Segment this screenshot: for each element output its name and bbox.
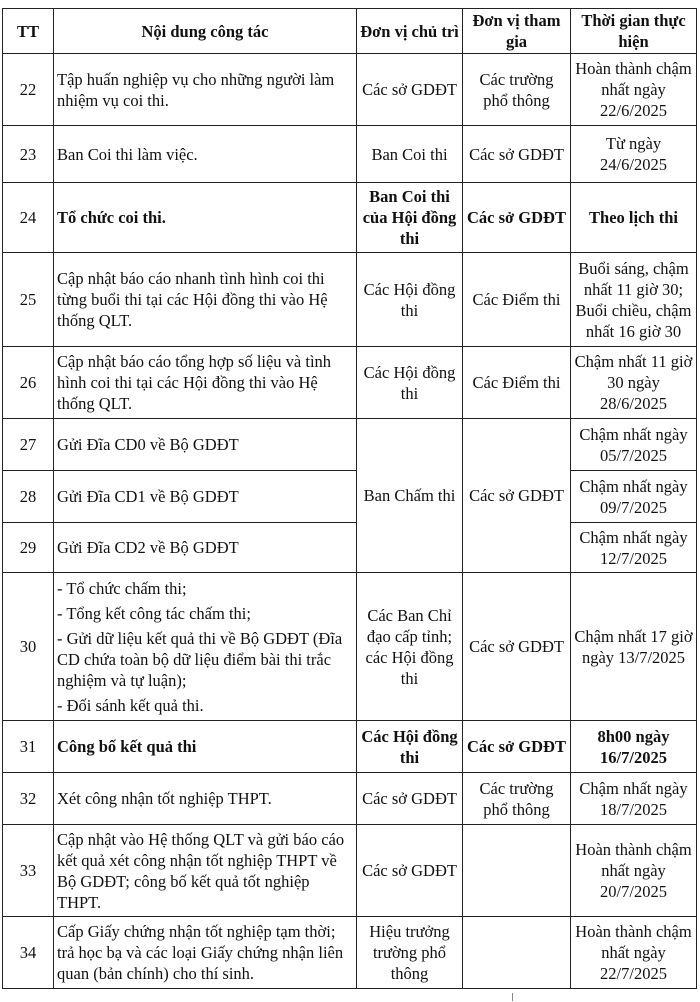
row-content: Gửi Đĩa CD2 về Bộ GDĐT	[54, 523, 357, 573]
table-row	[3, 253, 697, 347]
row-host: Ban Coi thi	[357, 126, 463, 183]
row-time: Hoàn thành chậm nhất ngày 20/7/2025	[571, 825, 697, 917]
row-tt: 23	[3, 126, 54, 183]
content-item: - Đối sánh kết quả thi.	[57, 695, 204, 715]
row-time: Hoàn thành chậm nhất ngày 22/7/2025	[571, 917, 697, 989]
row-time: Chậm nhất ngày 18/7/2025	[571, 773, 697, 825]
row-content: Tổ chức coi thi.	[54, 183, 357, 253]
table-row	[3, 471, 697, 523]
row-host: Các Hội đồng thi	[357, 347, 463, 419]
table-row	[3, 347, 697, 419]
table-row	[3, 917, 697, 989]
merged-participants-cell: Các sở GDĐT	[463, 419, 571, 573]
row-time: Chậm nhất 11 giờ 30 ngày 28/6/2025	[571, 347, 697, 419]
row-tt: 31	[3, 721, 54, 773]
row-participants: Các trường phổ thông	[463, 54, 571, 126]
header-host: Đơn vị chủ trì	[357, 9, 463, 54]
row-tt: 26	[3, 347, 54, 419]
row-time: Chậm nhất 17 giờ ngày 13/7/2025	[571, 573, 697, 721]
row-time: Buổi sáng, chậm nhất 11 giờ 30; Buổi chiều, chậm nhất 16 giờ 30	[571, 253, 697, 347]
row-tt: 34	[3, 917, 54, 989]
row-tt: 25	[3, 253, 54, 347]
row-time: 8h00 ngày 16/7/2025	[571, 721, 697, 773]
table-row	[3, 773, 697, 825]
table-row	[3, 721, 697, 773]
header-participants: Đơn vị tham gia	[463, 9, 571, 54]
content-item: - Tổ chức chấm thi;	[57, 578, 187, 598]
row-tt: 32	[3, 773, 54, 825]
content-item: - Gửi dữ liệu kết quả thi về Bộ GDĐT (Đĩa CD chứa toàn bộ dữ liệu điểm bài thi trắc nghiệm và tự luận);	[57, 628, 343, 690]
row-host: Các sở GDĐT	[357, 773, 463, 825]
row-tt: 27	[3, 419, 54, 471]
row-content: Công bố kết quả thi	[54, 721, 357, 773]
row-content-list	[54, 573, 357, 721]
row-tt: 29	[3, 523, 54, 573]
row-content: Tập huấn nghiệp vụ cho những người làm nhiệm vụ coi thi.	[54, 54, 357, 126]
row-tt: 22	[3, 54, 54, 126]
row-content: Gửi Đĩa CD0 về Bộ GDĐT	[54, 419, 357, 471]
row-content: Ban Coi thi làm việc.	[54, 126, 357, 183]
content-item: - Tổng kết công tác chấm thi;	[57, 603, 251, 623]
row-content: Gửi Đĩa CD1 về Bộ GDĐT	[54, 471, 357, 523]
row-host: Ban Coi thi của Hội đồng thi	[357, 183, 463, 253]
schedule-page	[2, 8, 697, 989]
row-tt: 30	[3, 573, 54, 721]
row-host: Các sở GDĐT	[357, 54, 463, 126]
row-time: Theo lịch thi	[571, 183, 697, 253]
row-time: Chậm nhất ngày 09/7/2025	[571, 471, 697, 523]
header-content: Nội dung công tác	[54, 9, 357, 54]
table-row	[3, 825, 697, 917]
row-participants: Các sở GDĐT	[463, 126, 571, 183]
row-participants	[463, 825, 571, 917]
row-tt: 33	[3, 825, 54, 917]
row-time: Hoàn thành chậm nhất ngày 22/6/2025	[571, 54, 697, 126]
row-participants: Các sở GDĐT	[463, 721, 571, 773]
row-host: Hiệu trưởng trường phổ thông	[357, 917, 463, 989]
row-tt: 28	[3, 471, 54, 523]
row-tt: 24	[3, 183, 54, 253]
table-row	[3, 573, 697, 721]
row-time: Chậm nhất ngày 12/7/2025	[571, 523, 697, 573]
row-host: Các Ban Chỉ đạo cấp tỉnh; các Hội đồng thi	[357, 573, 463, 721]
row-time: Chậm nhất ngày 05/7/2025	[571, 419, 697, 471]
row-content: Cập nhật báo cáo nhanh tình hình coi thi từng buổi thi tại các Hội đồng thi vào Hệ thống QLT.	[54, 253, 357, 347]
schedule-table	[2, 8, 697, 989]
table-row	[3, 183, 697, 253]
merged-host-cell: Ban Chấm thi	[357, 419, 463, 573]
row-host: Các Hội đồng thi	[357, 721, 463, 773]
row-host: Các Hội đồng thi	[357, 253, 463, 347]
row-time: Từ ngày 24/6/2025	[571, 126, 697, 183]
table-row	[3, 126, 697, 183]
row-content: Xét công nhận tốt nghiệp THPT.	[54, 773, 357, 825]
row-host: Các sở GDĐT	[357, 825, 463, 917]
header-time: Thời gian thực hiện	[571, 9, 697, 54]
header-tt: TT	[3, 9, 54, 54]
table-header-row	[3, 9, 697, 54]
row-content: Cập nhật vào Hệ thống QLT và gửi báo cáo kết quả xét công nhận tốt nghiệp THPT về Bộ GDĐT; công bố kết quả tốt nghiệp THPT.	[54, 825, 357, 917]
row-participants	[463, 917, 571, 989]
table-row	[3, 54, 697, 126]
row-participants: Các sở GDĐT	[463, 573, 571, 721]
row-participants: Các Điểm thi	[463, 253, 571, 347]
table-row	[3, 523, 697, 573]
row-content: Cấp Giấy chứng nhận tốt nghiệp tạm thời; trả học bạ và các loại Giấy chứng nhận liên quan (bản chính) cho thí sinh.	[54, 917, 357, 989]
table-row	[3, 419, 697, 471]
row-participants: Các trường phổ thông	[463, 773, 571, 825]
row-participants: Các sở GDĐT	[463, 183, 571, 253]
page-edge-mark	[512, 993, 523, 1001]
row-content: Cập nhật báo cáo tổng hợp số liệu và tình hình coi thi tại các Hội đồng thi vào Hệ thống QLT.	[54, 347, 357, 419]
row-participants: Các Điểm thi	[463, 347, 571, 419]
